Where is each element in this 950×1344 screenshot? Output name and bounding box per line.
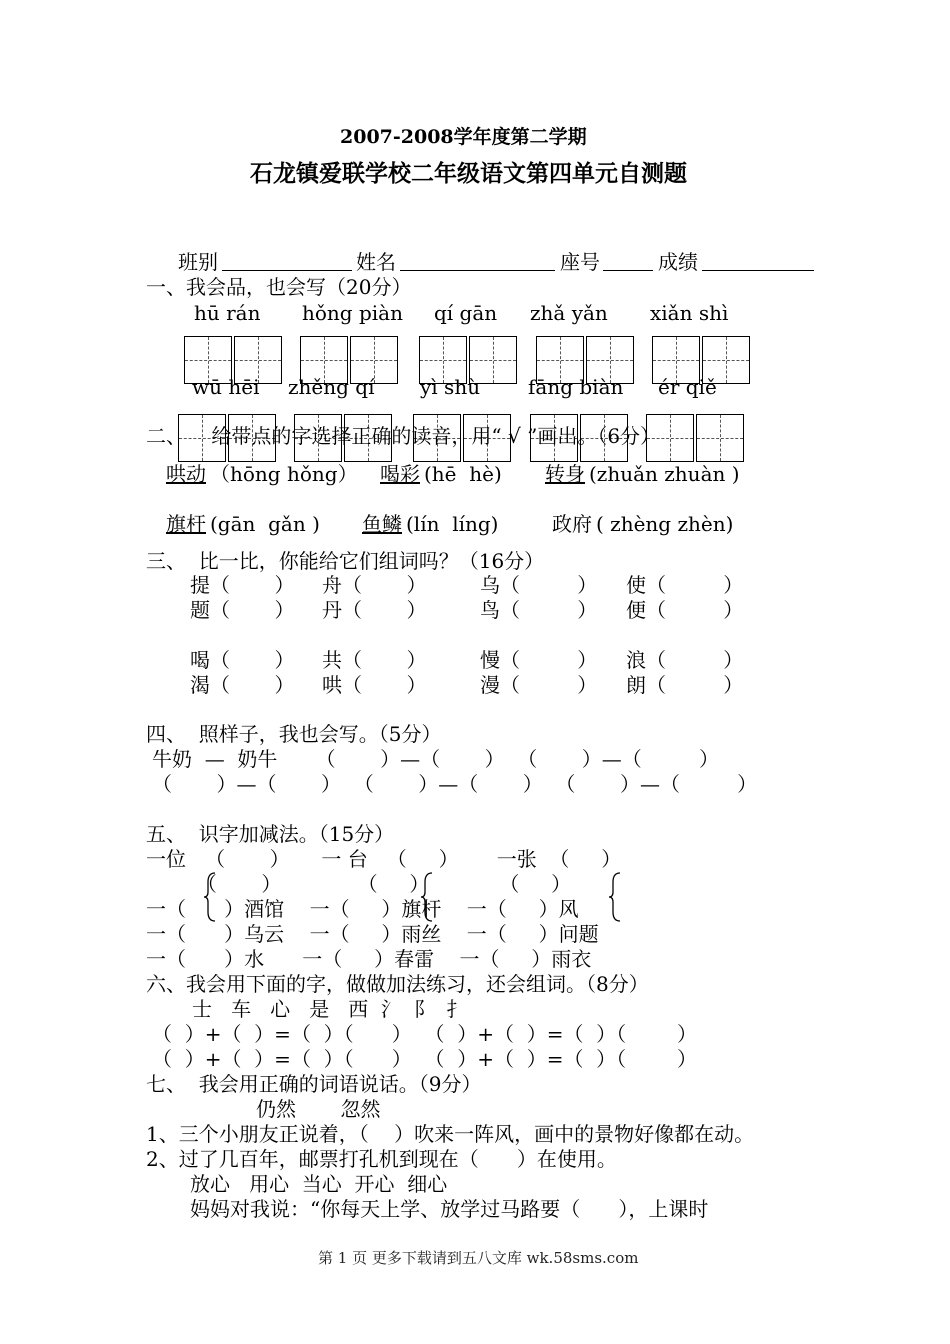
s5-heading: 五、 识字加减法。（15分）	[146, 822, 395, 846]
reading-options[interactable]: (zhuǎn zhuàn )	[589, 462, 740, 486]
word-pair[interactable]: 渴（ ）	[190, 673, 295, 697]
word-choices: 放心 用心 当心 开心 细心	[190, 1172, 448, 1196]
question[interactable]: 2、过了几百年，邮票打孔机到现在（ ）在使用。	[146, 1147, 617, 1171]
pinyin: ér qiě	[658, 375, 717, 399]
s7-heading: 七、 我会用正确的词语说话。（9分）	[146, 1072, 482, 1096]
question[interactable]: 1、三个小朋友正说着，（ ）吹来一阵风，画中的景物好像都在动。	[146, 1122, 755, 1146]
reading-word: 喝彩	[380, 462, 420, 486]
word-pair[interactable]: 哄（ ）	[322, 673, 427, 697]
s4-line[interactable]: 牛奶 — 奶牛 （ ）—（ ） （ ）—（ ）	[152, 747, 720, 771]
s5-row[interactable]: 一（ ）酒馆 一（ ）旗杆 一（ ）风	[146, 897, 579, 921]
s4-heading: 四、 照样子，我也会写。（5分）	[146, 722, 442, 746]
s5-row[interactable]: 一（ ）乌云 一（ ）雨丝 一（ ）问题	[146, 922, 599, 946]
reading-options[interactable]: （hōng hǒng）	[210, 462, 358, 486]
s5-row[interactable]: （ ） （ ） （ ）	[146, 872, 572, 896]
writing-grid[interactable]	[646, 414, 746, 462]
reading-options[interactable]: (gān gǎn )	[210, 512, 320, 536]
s5-row[interactable]: 一（ ）水 一（ ）春雷 一（ ）雨衣	[146, 947, 592, 971]
year-line: 2007-2008学年度第二学期	[340, 126, 587, 148]
pinyin: fāng biàn	[528, 375, 624, 399]
page-title: 石龙镇爱联学校二年级语文第四单元自测题	[250, 160, 687, 187]
word-pair[interactable]: 鸟（ ）	[480, 598, 598, 622]
word-pair[interactable]: 便（ ）	[626, 598, 744, 622]
word-pair[interactable]: 丹（ ）	[322, 598, 427, 622]
s6-line[interactable]: （ ）+（ ）=（ ）（ ） （ ）+（ ）=（ ）（ ）	[152, 1022, 698, 1046]
s6-chars: 士 车 心 是 西 氵 阝 扌	[192, 997, 467, 1021]
reading-word: 哄动	[166, 462, 206, 486]
class-label: 班别	[178, 250, 218, 274]
word-pair[interactable]: 共（ ）	[322, 648, 427, 672]
word-pair[interactable]: 题（ ）	[190, 598, 295, 622]
score-label: 成绩	[658, 250, 698, 274]
pinyin: xiǎn shì	[650, 301, 729, 325]
question[interactable]: 妈妈对我说：“你每天上学、放学过马路要（ ），上课时	[190, 1197, 709, 1221]
word-pair[interactable]: 慢（ ）	[480, 648, 598, 672]
page-footer: 第 1 页 更多下载请到五八文库 wk.58sms.com	[318, 1249, 639, 1267]
s1-heading: 一、我会品，也会写（20分）	[146, 275, 412, 299]
s6-heading: 六、我会用下面的字，做做加法练习，还会组词。（8分）	[146, 972, 649, 996]
s6-line[interactable]: （ ）+（ ）=（ ）（ ） （ ）+（ ）=（ ）（ ）	[152, 1047, 698, 1071]
pinyin: zhǎ yǎn	[530, 301, 608, 325]
brace-icon	[203, 872, 217, 922]
reading-options[interactable]: (hē hè)	[424, 462, 502, 486]
reading-options[interactable]: (lín líng)	[406, 512, 499, 536]
pinyin: zhěng qí	[288, 375, 375, 399]
word-pair[interactable]: 朗（ ）	[626, 673, 744, 697]
word-pair[interactable]: 浪（ ）	[626, 648, 744, 672]
pinyin: qí gān	[434, 301, 498, 325]
name-label: 姓名	[356, 250, 396, 274]
word-pair[interactable]: 乌（ ）	[480, 573, 598, 597]
reading-word: 政府	[552, 512, 592, 536]
word-pair[interactable]: 喝（ ）	[190, 648, 295, 672]
reading-options[interactable]: ( zhèng zhèn)	[596, 512, 734, 536]
reading-word: 旗杆	[166, 512, 206, 536]
s5-row[interactable]: 一位 （ ） 一 台 （ ） 一张 （ ）	[146, 847, 622, 871]
pinyin: hū rán	[194, 301, 261, 325]
s4-line[interactable]: （ ）—（ ） （ ）—（ ） （ ）—（ ）	[152, 772, 758, 796]
reading-word: 鱼鳞	[362, 512, 402, 536]
score-field[interactable]	[702, 270, 814, 271]
brace-icon	[608, 872, 622, 922]
class-field[interactable]	[222, 270, 352, 271]
seat-label: 座号	[560, 250, 600, 274]
pinyin: hǒng piàn	[302, 301, 403, 325]
seat-field[interactable]	[603, 270, 653, 271]
word-pair[interactable]: 舟（ ）	[322, 573, 427, 597]
word-choices: 仍然 忽然	[256, 1097, 381, 1121]
pinyin: yì shù	[420, 375, 481, 399]
reading-word: 转身	[545, 462, 585, 486]
word-pair[interactable]: 漫（ ）	[480, 673, 598, 697]
name-field[interactable]	[400, 270, 555, 271]
pinyin: wū hēi	[192, 375, 260, 399]
word-pair[interactable]: 使（ ）	[626, 573, 744, 597]
word-pair[interactable]: 提（ ）	[190, 573, 295, 597]
s2-heading: 二、 给带点的字选择正确的读音，用“ √ ”画出。（6分）	[146, 424, 661, 448]
brace-icon	[420, 872, 434, 922]
s3-heading: 三、 比一比，你能给它们组词吗？（16分）	[146, 549, 545, 573]
